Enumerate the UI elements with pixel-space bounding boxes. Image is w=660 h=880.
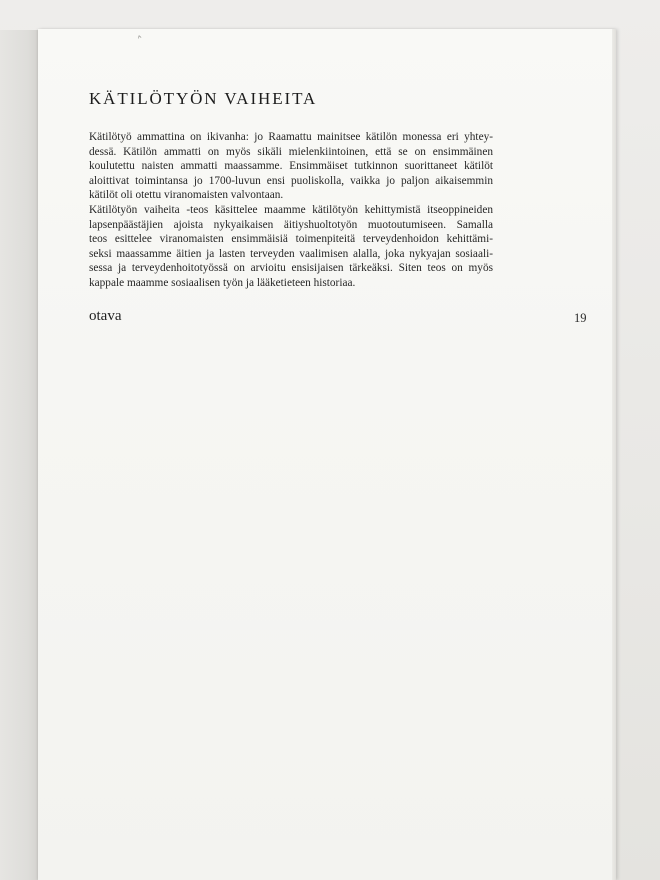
blurb-line: koulutettu naisten ammatti maassamme. Ensimmäiset tutkinnon suorittaneet kätilöt (89, 160, 493, 173)
blurb-line: Kätilötyö ammattina on ikivanha: jo Raamattu mainitsee kätilön monessa eri yhtey- (89, 131, 493, 143)
book-title: KÄTILÖTYÖN VAIHEITA (89, 89, 318, 108)
blurb-line: kätilöt oli otettu viranomaisten valvontaan. (89, 189, 284, 202)
publisher-code: 19 (574, 311, 587, 325)
cover-edge (612, 29, 616, 880)
blurb-line: kappale maamme sosiaalisen työn ja lääketieteen historiaa. (89, 276, 356, 289)
background-edge (0, 30, 40, 880)
blurb-line: seksi maassamme äitien ja lasten terveyden vaalimisen alalla, joka nykyajan sosiaali- (89, 247, 493, 260)
blurb-line: sessa ja terveydenhoitotyössä on arvioitu ensisijaisen tärkeäksi. Siten teos on myös (89, 262, 493, 275)
blurb-line: aloittivat toimintansa jo 1700-luvun ensi puoliskolla, vaikka jo paljon aikaisemmin (89, 174, 493, 187)
blurb-line: Kätilötyön vaiheita -teos käsittelee maamme kätilötyön kehittymistä itseoppineiden (89, 203, 493, 216)
book-back-cover (38, 29, 616, 880)
cover-scratch-mark: ˄ (135, 33, 146, 48)
blurb-line: teos esittelee viranomaisten ensimmäisiä toimenpiteitä terveydenhoidon kehittämi- (89, 233, 493, 246)
blurb-line: lapsenpäästäjien ajoista nykyaikaisen äitiyshuoltotyön muotoutumiseen. Samalla (89, 218, 493, 231)
blurb-line: dessä. Kätilön ammatti on myös sikäli mielenkiintoinen, että se on ensimmäinen (89, 145, 493, 158)
blurb-text (89, 130, 493, 291)
publisher-name: otava (89, 308, 122, 324)
